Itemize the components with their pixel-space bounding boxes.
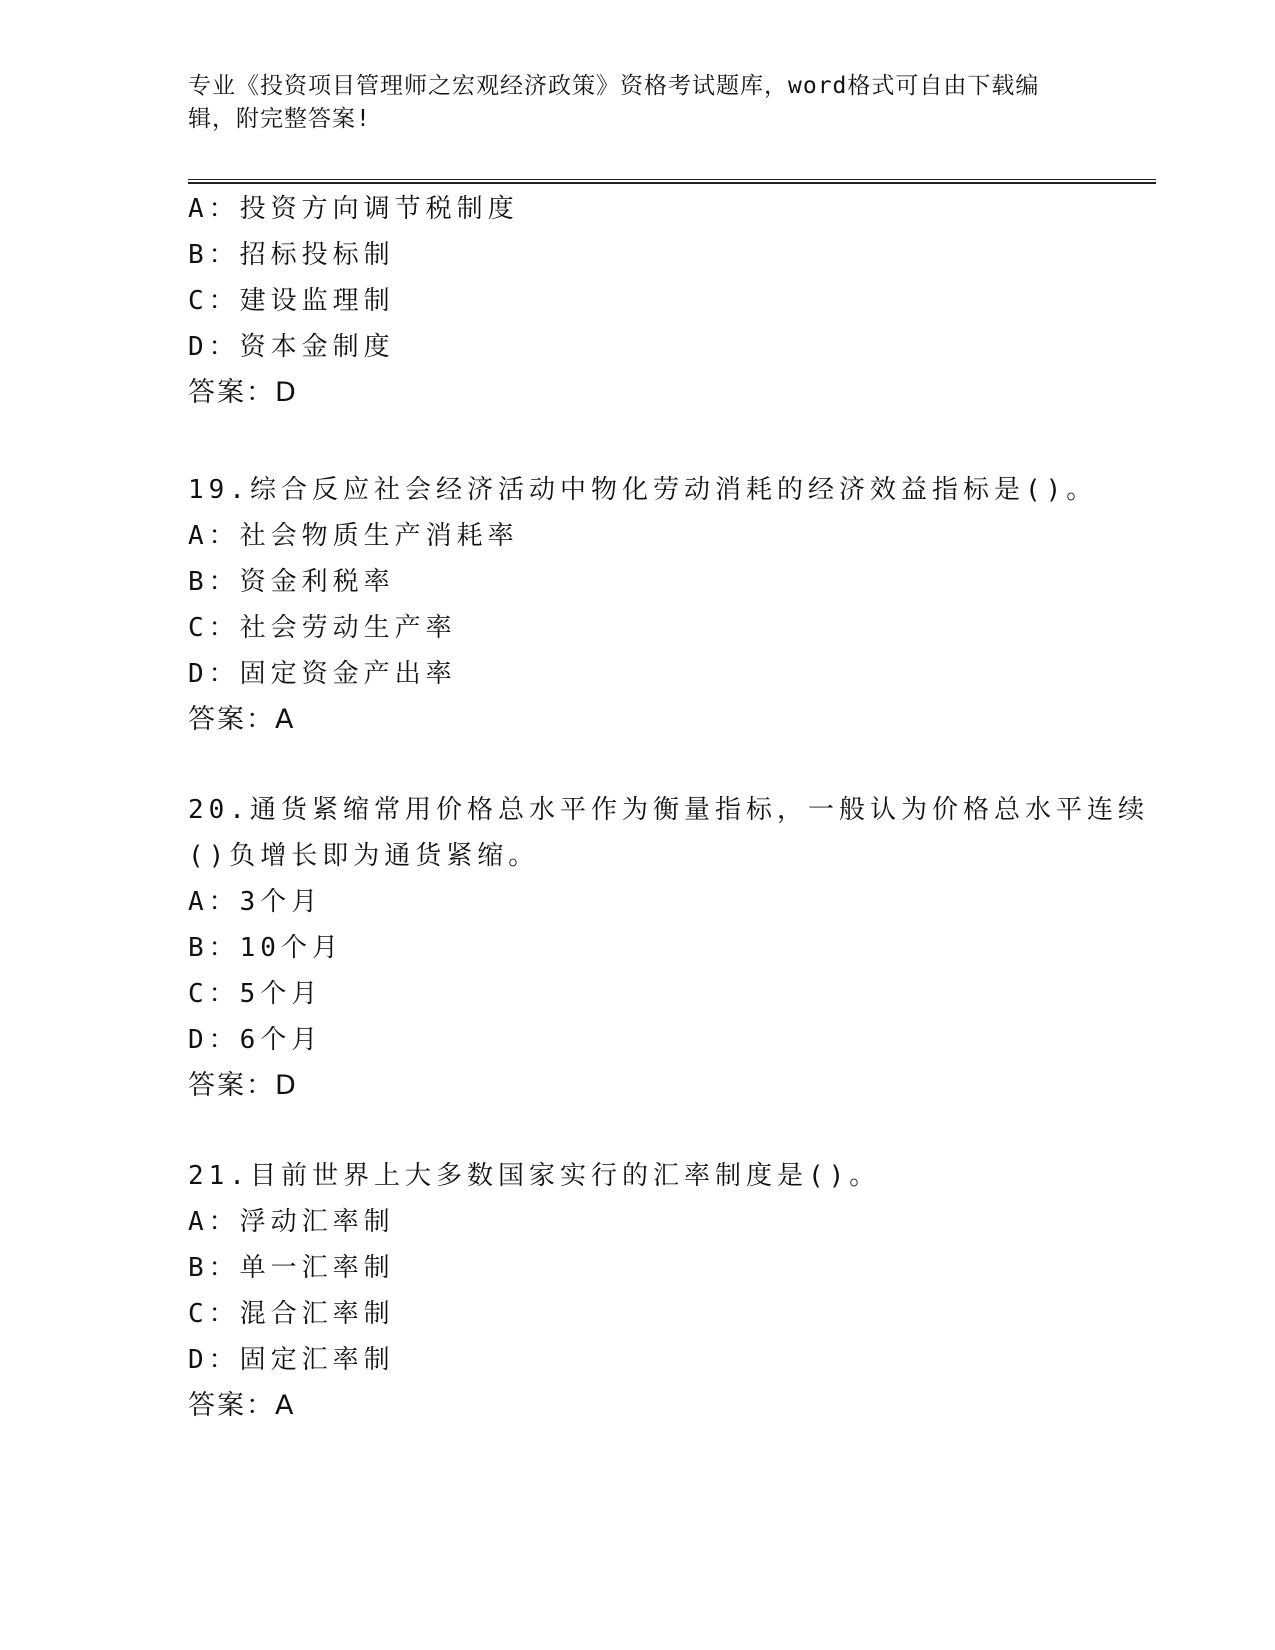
question-stem-line-1: 20.通货紧缩常用价格总水平作为衡量指标，一般认为价格总水平连续 [188,795,1149,825]
option-c: C：混合汇率制 [188,1299,395,1329]
question-stem: 21.目前世界上大多数国家实行的汇率制度是()。 [188,1161,881,1191]
answer-value: D [275,377,297,408]
answer-line [188,370,1088,416]
option-d: D：固定资金产出率 [188,659,457,689]
option-b: B：单一汇率制 [188,1253,395,1283]
answer-value: D [275,1070,297,1101]
answer-label: 答案： [188,377,275,408]
header-line-1: 专业《投资项目管理师之宏观经济政策》资格考试题库，word格式可自由下载编 [188,73,1040,99]
answer-value: A [275,704,295,735]
question-21 [188,1153,1088,1429]
option-b: B：资金利税率 [188,567,395,597]
answer-label: 答案： [188,1070,275,1101]
option-c: C：5个月 [188,979,323,1009]
answer-line [188,1383,1088,1429]
option-d: D：资本金制度 [188,332,395,362]
option-d: D：固定汇率制 [188,1345,395,1375]
option-d: D：6个月 [188,1025,323,1055]
option-b: B：招标投标制 [188,240,395,270]
question-20 [188,787,1149,1109]
question-19 [188,467,1098,743]
option-a: A：社会物质生产消耗率 [188,521,519,551]
answer-label: 答案： [188,1390,275,1421]
answer-line [188,697,1088,743]
option-a: A：浮动汇率制 [188,1207,395,1237]
document-header [188,70,1068,136]
question-18 [188,186,1088,416]
option-c: C：建设监理制 [188,286,395,316]
option-b: B：10个月 [188,933,343,963]
question-stem: 19.综合反应社会经济活动中物化劳动消耗的经济效益指标是()。 [188,475,1098,505]
header-divider [188,179,1156,184]
option-c: C：社会劳动生产率 [188,613,457,643]
header-line-2: 辑，附完整答案! [188,106,371,132]
question-stem-line-2: ()负增长即为通货紧缩。 [188,841,540,871]
answer-value: A [275,1390,295,1421]
answer-line [188,1063,1088,1109]
option-a: A：3个月 [188,887,323,917]
option-a: A：投资方向调节税制度 [188,194,519,224]
answer-label: 答案： [188,704,275,735]
